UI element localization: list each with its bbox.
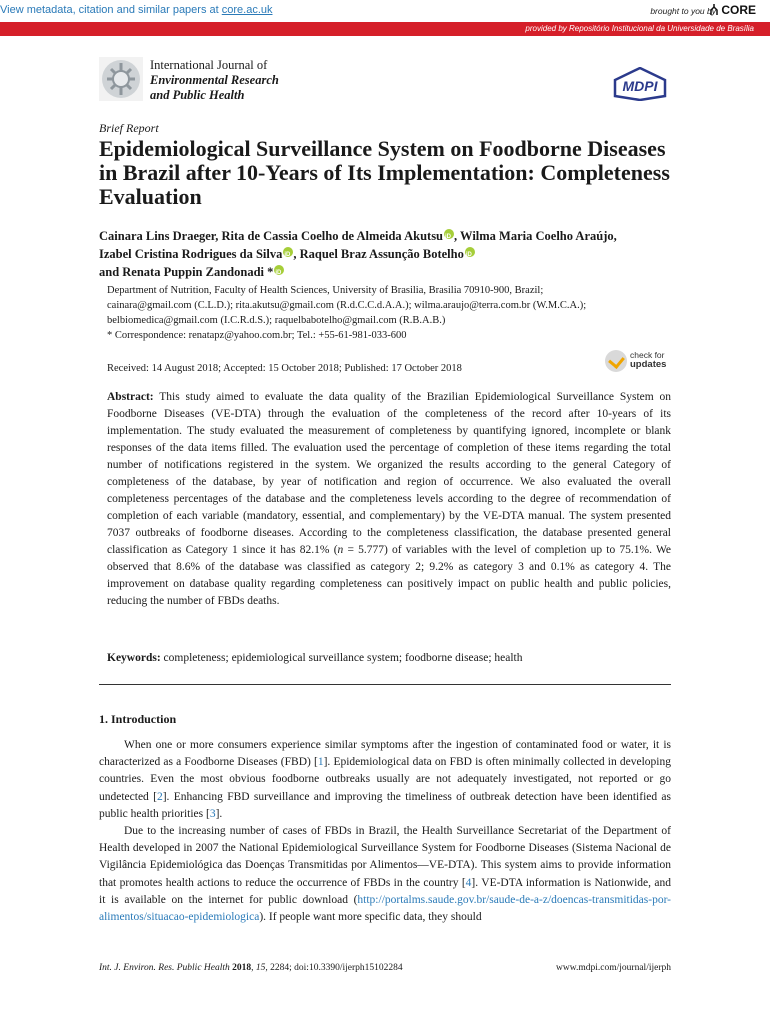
journal-logo-icon bbox=[99, 57, 143, 101]
article-type: Brief Report bbox=[99, 121, 159, 135]
core-logo[interactable]: CORE bbox=[709, 3, 756, 17]
provider-text: provided by Repositório Institucional da Universidade de Brasília bbox=[525, 24, 754, 33]
journal-name: International Journal of Environmental Research and Public Health bbox=[150, 58, 279, 102]
orcid-icon[interactable] bbox=[465, 247, 475, 257]
publication-dates: Received: 14 August 2018; Accepted: 15 October 2018; Published: 17 October 2018 bbox=[107, 363, 462, 374]
body-text bbox=[99, 737, 671, 926]
author-list: Cainara Lins Draeger, Rita de Cassia Coelho de Almeida AkutsuiD , Wilma Maria Coelho Araújo, Izabel Cristina Rodrigues da SilvaiD , Raquel Braz Assunção BotelhoiD and Renata Puppin Zandonadi *iD bbox=[99, 227, 689, 281]
keywords: Keywords: completeness; epidemiological surveillance system; foodborne disease; health bbox=[107, 652, 523, 664]
journal-website[interactable]: www.mdpi.com/journal/ijerph bbox=[556, 963, 671, 973]
brought-to-you-text: brought to you by bbox=[650, 6, 716, 16]
core-logo-icon bbox=[709, 4, 719, 16]
url-link[interactable]: http://portalms.saude.gov.br/saude-de-a-z/doencas-transmitidas-por-alimentos/situacao-epidemiologica bbox=[99, 893, 671, 924]
orcid-icon[interactable] bbox=[274, 265, 284, 275]
provider-bar bbox=[0, 22, 770, 36]
paragraph: Due to the increasing number of cases of FBDs in Brazil, the Health Surveillance Secretariat of the Department of Health developed in 2007 the National Epidemiological Surveillance System for Foodborne Diseases (Sistema Nacional de Vigilância Epidemiológica das Doenças Transmitidas por Alimentos—VE-DTA). This system aims to provide information that promotes health actions to reduce the occurrence of FBDs in the country [4]. VE-DTA information is Nationwide, and it is available on the internet for public download (http://portalms.saude.gov.br/saude-de-a-z/doencas-transmitidas-por-alimentos/situacao-epidemiologica). If people want more specific data, they should bbox=[99, 825, 671, 924]
citation-link[interactable]: 1 bbox=[317, 756, 324, 769]
abstract: Abstract: This study aimed to evaluate the data quality of the Brazilian Epidemiological Surveillance System on Foodborne Diseases (VE-DTA) through the evaluation of the completeness of the record after 10-years of its implementation. The study evaluated the measurement of completeness by quantifying ignored, incomplete or blank responses of the data items filled. The evaluation used the percentage of completion of these items regarding the total number of notifications registered in the system. We organized the results according to the general Category of completeness of the database, by year of notification and region of occurrence. We also evaluated the overall completeness percentages of the database and the completeness levels according to the degree of recommendation of completion of each variable (mandatory, essential, and complementary) by the VE-DTA manual. The system presented 7037 outbreaks of foodborne diseases. According to the completeness classification, the database presented general classification as Category 1 since it has 82.1% (n = 5.777) of variables with the level of completion up to 75.1%. We observed that 8.6% of the database was classified as category 2; 9.2% as category 3 and 0.1% as category 4. The improvement on database quality regarding completeness can positively impact on public health and public policies, reducing the number of FBDs deaths. bbox=[107, 391, 671, 607]
article-title: Epidemiological Surveillance System on Foodborne Diseases in Brazil after 10-Years of Its Implementation: Completeness Evaluation bbox=[99, 136, 670, 209]
citation-link[interactable]: 4 bbox=[465, 876, 472, 889]
svg-text:MDPI: MDPI bbox=[622, 78, 658, 94]
citation-link[interactable]: 3 bbox=[209, 807, 216, 820]
paragraph: When one or more consumers experience similar symptoms after the ingestion of contaminated food or water, it is characterized as a Foodborne Diseases (FBD) [1]. Epidemiological data on FBD is often minimally collected in developing countries. Even the most obvious foodborne outbreaks usually are not adequately investigated, not reported or go undetected [2]. Enhancing FBD surveillance and improving the timeliness of outbreak detection have been identified as public health priorities [3]. bbox=[99, 739, 672, 820]
orcid-icon[interactable] bbox=[283, 247, 293, 257]
affiliation-block: Department of Nutrition, Faculty of Health Sciences, University of Brasilia, Brasilia 70910-900, Brazil; cainara@gmail.com (C.L.D.); rita.akutsu@gmail.com (R.d.C.C.d.A.A.); wilma.araujo@terra.com.br (W.M.C.A.); belbiomedica@gmail.com (I.C.R.d.S.); raquelbabotelho@gmail.com (R.B.A.B.) * Correspondence: renatapz@yahoo.com.br; Tel.: +55-61-981-033-600 bbox=[107, 285, 587, 341]
core-banner bbox=[0, 0, 770, 22]
mdpi-logo bbox=[612, 67, 668, 101]
divider bbox=[99, 684, 671, 685]
section-heading: 1. Introduction bbox=[99, 712, 177, 726]
check-updates-icon bbox=[605, 350, 627, 372]
core-metadata-text: View metadata, citation and similar papers at core.ac.uk bbox=[0, 4, 273, 16]
orcid-icon[interactable] bbox=[444, 229, 454, 239]
core-link[interactable]: core.ac.uk bbox=[221, 4, 273, 16]
citation-footer: Int. J. Environ. Res. Public Health 2018, 15, 2284; doi:10.3390/ijerph15102284 bbox=[99, 963, 403, 973]
check-for-updates-badge[interactable]: check for updates bbox=[605, 350, 675, 376]
citation-link[interactable]: 2 bbox=[156, 790, 163, 803]
